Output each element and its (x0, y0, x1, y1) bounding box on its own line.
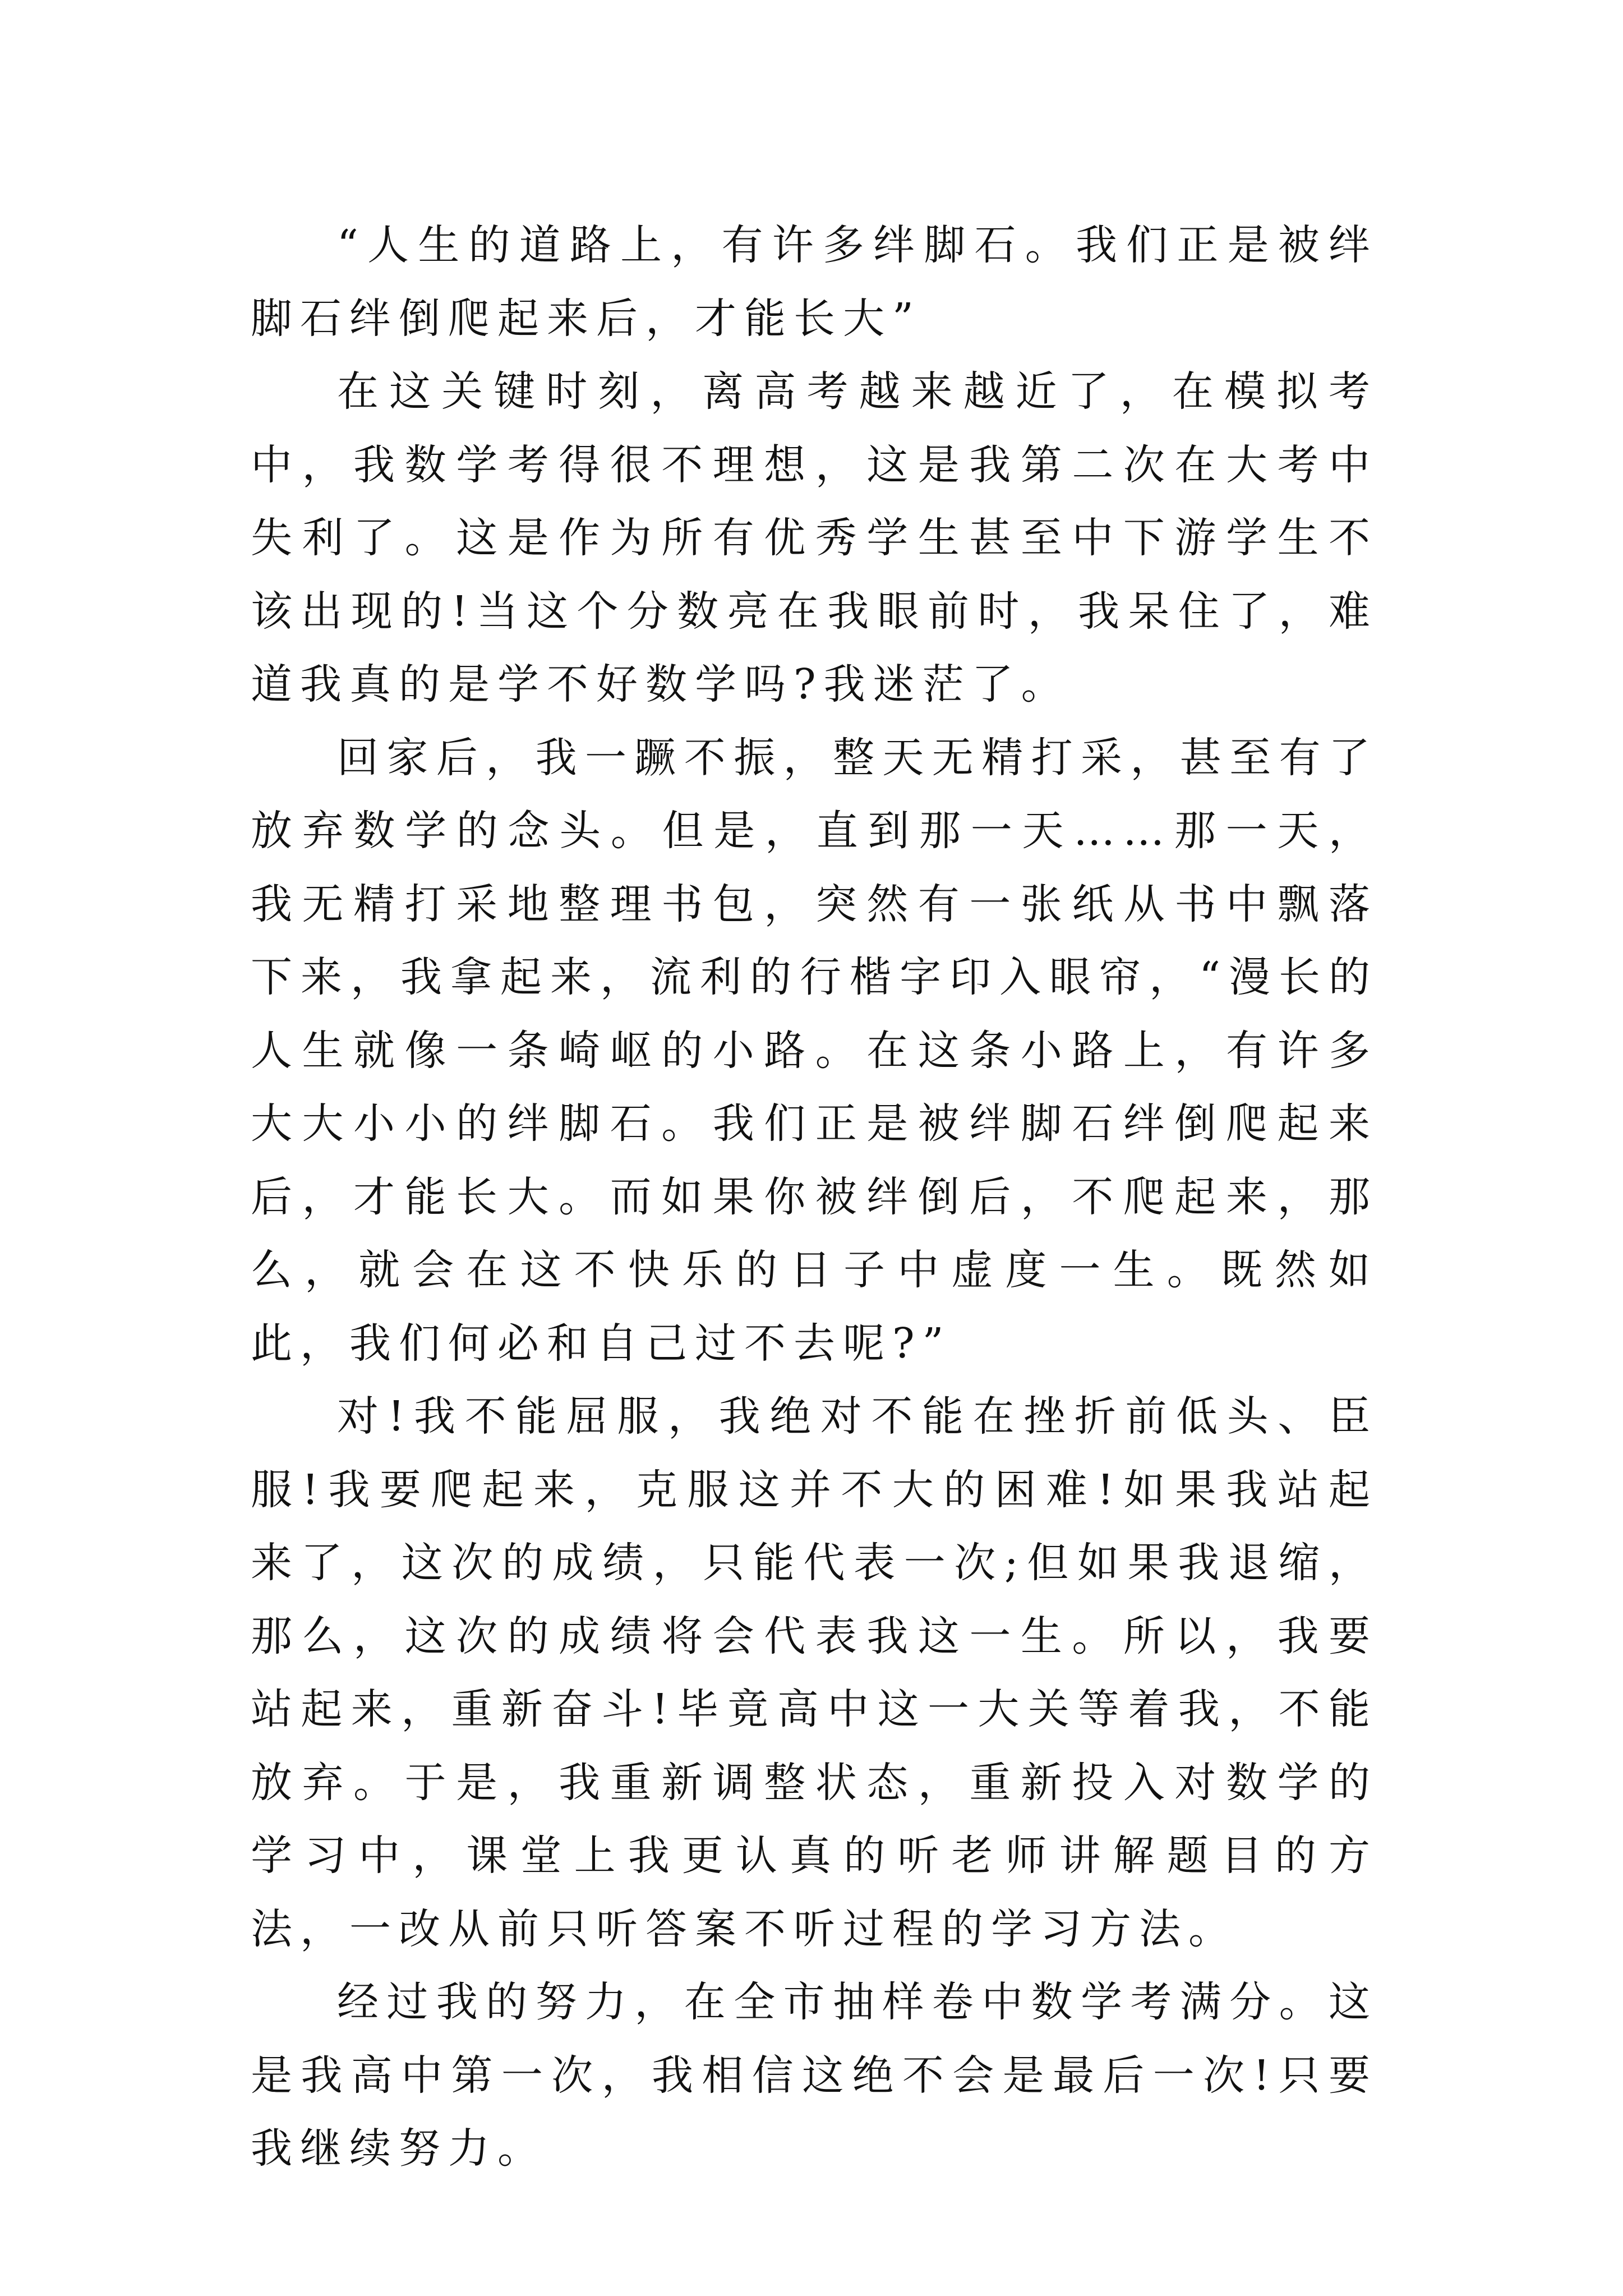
paragraph-quote: “人生的道路上，有许多绊脚石。我们正是被绊脚石绊倒爬起来后，才能长大” (251, 221, 1378, 343)
paragraph-exam-setback: 在这关键时刻，离高考越来越近了，在模拟考中，我数学考得很不理想，这是我第二次在大考中失利了。这是作为所有优秀学生甚至中下游学生不该出现的!当这个分数亮在我眼前时，我呆住了，难道我真的是学不好数学吗?我迷茫了。 (251, 367, 1378, 708)
paragraph-result: 经过我的努力，在全市抽样卷中数学考满分。这是我高中第一次，我相信这绝不会是最后一次!只要我继续努力。 (251, 1978, 1378, 2173)
paragraph-resolve: 对!我不能屈服，我绝对不能在挫折前低头、臣服!我要爬起来，克服这并不大的困难!如果我站起来了，这次的成绩，只能代表一次;但如果我退缩，那么，这次的成绩将会代表我这一生。所以，我要站起来，重新奋斗!毕竟高中这一大关等着我，不能放弃。于是，我重新调整状态，重新投入对数学的学习中，课堂上我更认真的听老师讲解题目的方法，一改从前只听答案不听过程的学习方法。 (251, 1392, 1378, 1953)
paragraph-note-discovery: 回家后，我一蹶不振，整天无精打采，甚至有了放弃数学的念头。但是，直到那一天……那一天，我无精打采地整理书包，突然有一张纸从书中飘落下来，我拿起来，流利的行楷字印入眼帘，“漫长的人生就像一条崎岖的小路。在这条小路上，有许多大大小小的绊脚石。我们正是被绊脚石绊倒爬起来后，才能长大。而如果你被绊倒后，不爬起来，那么，就会在这不快乐的日子中虚度一生。既然如此，我们何必和自己过不去呢?” (251, 733, 1378, 1368)
essay-body (251, 209, 1378, 2185)
